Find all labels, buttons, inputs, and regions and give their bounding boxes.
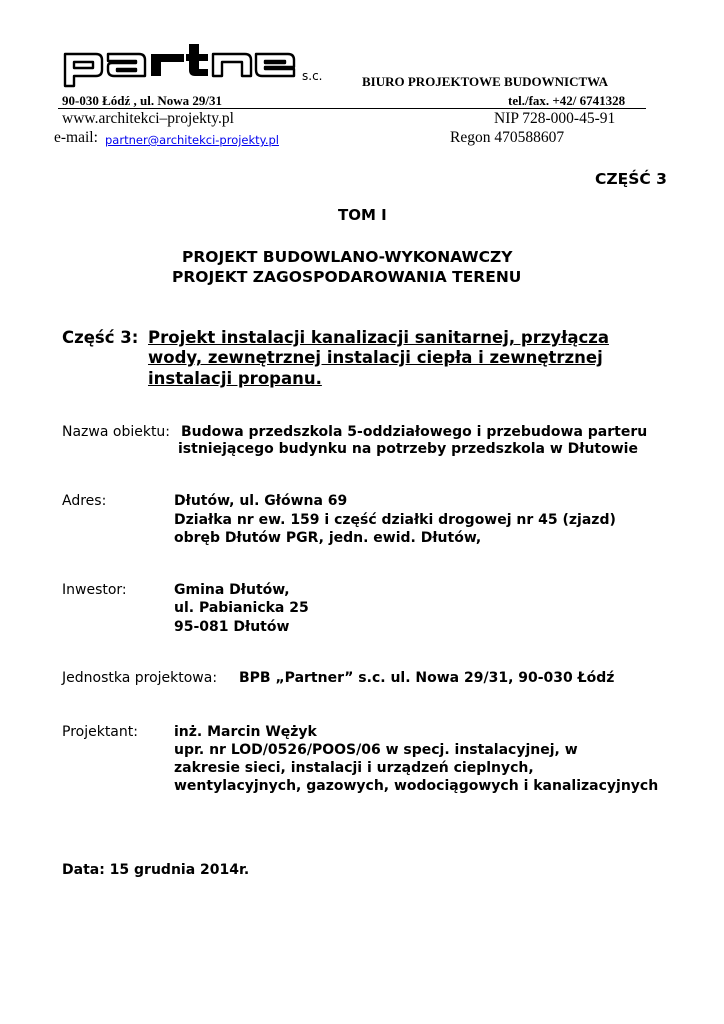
company-regon: Regon 470588607 [450, 129, 565, 146]
part-number-heading: CZĘŚĆ 3 [595, 170, 667, 188]
investor-label: Inwestor: [62, 582, 127, 598]
designer-label: Projektant: [62, 724, 138, 740]
part-label: Część 3: [62, 328, 139, 347]
part-description-line: instalacji propanu. [148, 369, 322, 388]
logo-suffix: s.c. [302, 69, 323, 83]
address-line: obręb Dłutów PGR, jedn. ewid. Dłutów, [174, 530, 482, 546]
project-type-heading: PROJEKT BUDOWLANO-WYKONAWCZY [182, 248, 513, 266]
designer-line: zakresie sieci, instalacji i urządzeń cieplnych, [174, 760, 534, 776]
company-logo [62, 42, 298, 88]
company-telfax: tel./fax. +42/ 6741328 [508, 93, 626, 108]
object-name-line: istniejącego budynku na potrzeby przedszkola w Dłutowie [178, 441, 638, 457]
part-description-line: Projekt instalacji kanalizacji sanitarnej, przyłącza [148, 328, 609, 347]
part-description-line: wody, zewnętrznej instalacji ciepła i zewnętrznej [148, 348, 603, 367]
address-label: Adres: [62, 493, 107, 509]
design-unit-value: BPB „Partner” s.c. ul. Nowa 29/31, 90-030 Łódź [239, 670, 615, 686]
company-name: BIURO PROJEKTOWE BUDOWNICTWA [362, 74, 609, 89]
designer-line: inż. Marcin Wężyk [174, 724, 317, 740]
document-date: Data: 15 grudnia 2014r. [62, 862, 250, 878]
email-label: e-mail: [54, 129, 98, 146]
designer-line: upr. nr LOD/0526/POOS/06 w specj. instalacyjnej, w [174, 742, 578, 758]
address-line: Dłutów, ul. Główna 69 [174, 493, 348, 509]
designer-line: wentylacyjnych, gazowych, wodociągowych i kanalizacyjnych [174, 778, 659, 794]
address-line: Działka nr ew. 159 i część działki drogowej nr 45 (zjazd) [174, 512, 616, 528]
object-name-label: Nazwa obiektu: [62, 424, 171, 440]
company-nip: NIP 728-000-45-91 [494, 110, 616, 127]
email-link[interactable]: partner@architekci-projekty.pl [105, 133, 279, 147]
design-unit-label: Jednostka projektowa: [62, 670, 218, 686]
investor-line: 95-081 Dłutów [174, 619, 290, 635]
object-name-line: Budowa przedszkola 5-oddziałowego i przebudowa parteru [181, 424, 648, 440]
volume-heading: TOM I [338, 206, 387, 224]
company-website: www.architekci–projekty.pl [62, 110, 234, 127]
company-address: 90-030 Łódź , ul. Nowa 29/31 [62, 93, 222, 108]
project-scope-heading: PROJEKT ZAGOSPODAROWANIA TERENU [172, 268, 522, 286]
header-divider [58, 108, 646, 109]
investor-line: ul. Pabianicka 25 [174, 600, 309, 616]
investor-line: Gmina Dłutów, [174, 582, 290, 598]
